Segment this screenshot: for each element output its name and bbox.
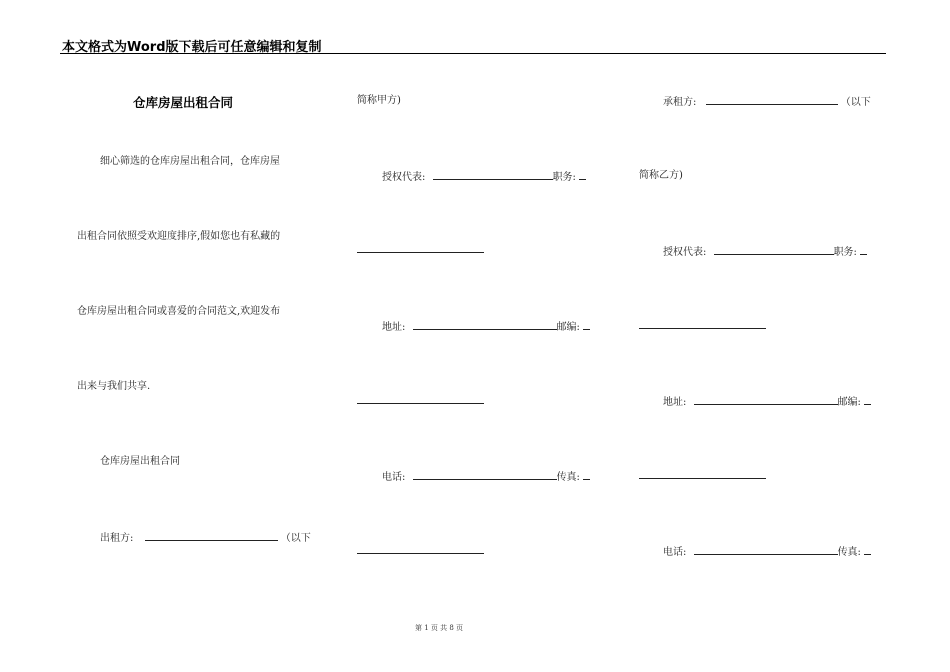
party-b-position-label: 职务: <box>833 247 857 258</box>
party-b-position-blank <box>860 245 867 255</box>
intro-line-2: 出租合同依照受欢迎度排序,假如您也有私藏的 <box>77 231 281 242</box>
party-a-position-blank <box>579 170 586 180</box>
party-b-postcode-blank <box>864 395 871 405</box>
party-a-fax-blank <box>583 470 590 480</box>
party-b-phone-field <box>663 545 871 559</box>
party-b-phone-label: 电话: <box>663 547 687 558</box>
lessor-field <box>100 531 311 545</box>
party-a-fax-label: 传真: <box>556 472 580 483</box>
document-header: 本文格式为Word版下载后可任意编辑和复制 <box>62 40 322 55</box>
subtitle: 仓库房屋出租合同 <box>100 456 180 467</box>
party-b-address-blank <box>694 395 838 405</box>
party-b-postcode-line <box>639 478 766 479</box>
party-a-rep-label: 授权代表: <box>382 172 426 183</box>
party-a-abbr: 简称甲方) <box>357 95 401 106</box>
party-a-fax-line <box>357 553 484 554</box>
party-a-postcode-blank <box>583 320 590 330</box>
page-number: 第 1 页 共 8 页 <box>415 624 464 632</box>
intro-line-4: 出来与我们共享. <box>77 381 151 392</box>
document-title: 仓库房屋出租合同 <box>133 95 234 110</box>
party-b-rep-label: 授权代表: <box>663 247 707 258</box>
lessee-label: 承租方: <box>663 97 697 108</box>
party-b-rep-blank <box>714 245 834 255</box>
lessor-label: 出租方: <box>100 533 134 544</box>
party-a-phone-label: 电话: <box>382 472 406 483</box>
party-a-position-line <box>357 252 484 253</box>
party-b-fax-blank <box>864 545 871 555</box>
party-a-address-label: 地址: <box>382 322 406 333</box>
lessee-field <box>663 95 871 109</box>
lessor-blank <box>145 531 278 541</box>
header-divider <box>60 53 886 54</box>
party-a-rep-blank <box>433 170 553 180</box>
party-a-address-blank <box>413 320 557 330</box>
party-a-position-label: 职务: <box>552 172 576 183</box>
intro-line-3: 仓库房屋出租合同或喜爱的合同范文,欢迎发布 <box>77 306 281 317</box>
party-b-rep-field <box>663 245 867 259</box>
party-b-address-field <box>663 395 871 409</box>
lessee-blank <box>706 95 838 105</box>
party-a-rep-field <box>382 170 586 184</box>
party-a-phone-field <box>382 470 590 484</box>
party-b-position-line <box>639 328 766 329</box>
lessor-suffix: （以下 <box>280 533 311 544</box>
party-b-address-label: 地址: <box>663 397 687 408</box>
party-b-fax-label: 传真: <box>837 547 861 558</box>
lessee-suffix: （以下 <box>840 97 871 108</box>
party-a-postcode-line <box>357 403 484 404</box>
party-b-phone-blank <box>694 545 838 555</box>
party-b-abbr: 简称乙方) <box>639 170 683 181</box>
party-a-phone-blank <box>413 470 557 480</box>
party-b-postcode-label: 邮编: <box>837 397 861 408</box>
party-a-address-field <box>382 320 590 334</box>
party-a-postcode-label: 邮编: <box>556 322 580 333</box>
intro-line-1: 细心筛选的仓库房屋出租合同，仓库房屋 <box>100 156 280 167</box>
